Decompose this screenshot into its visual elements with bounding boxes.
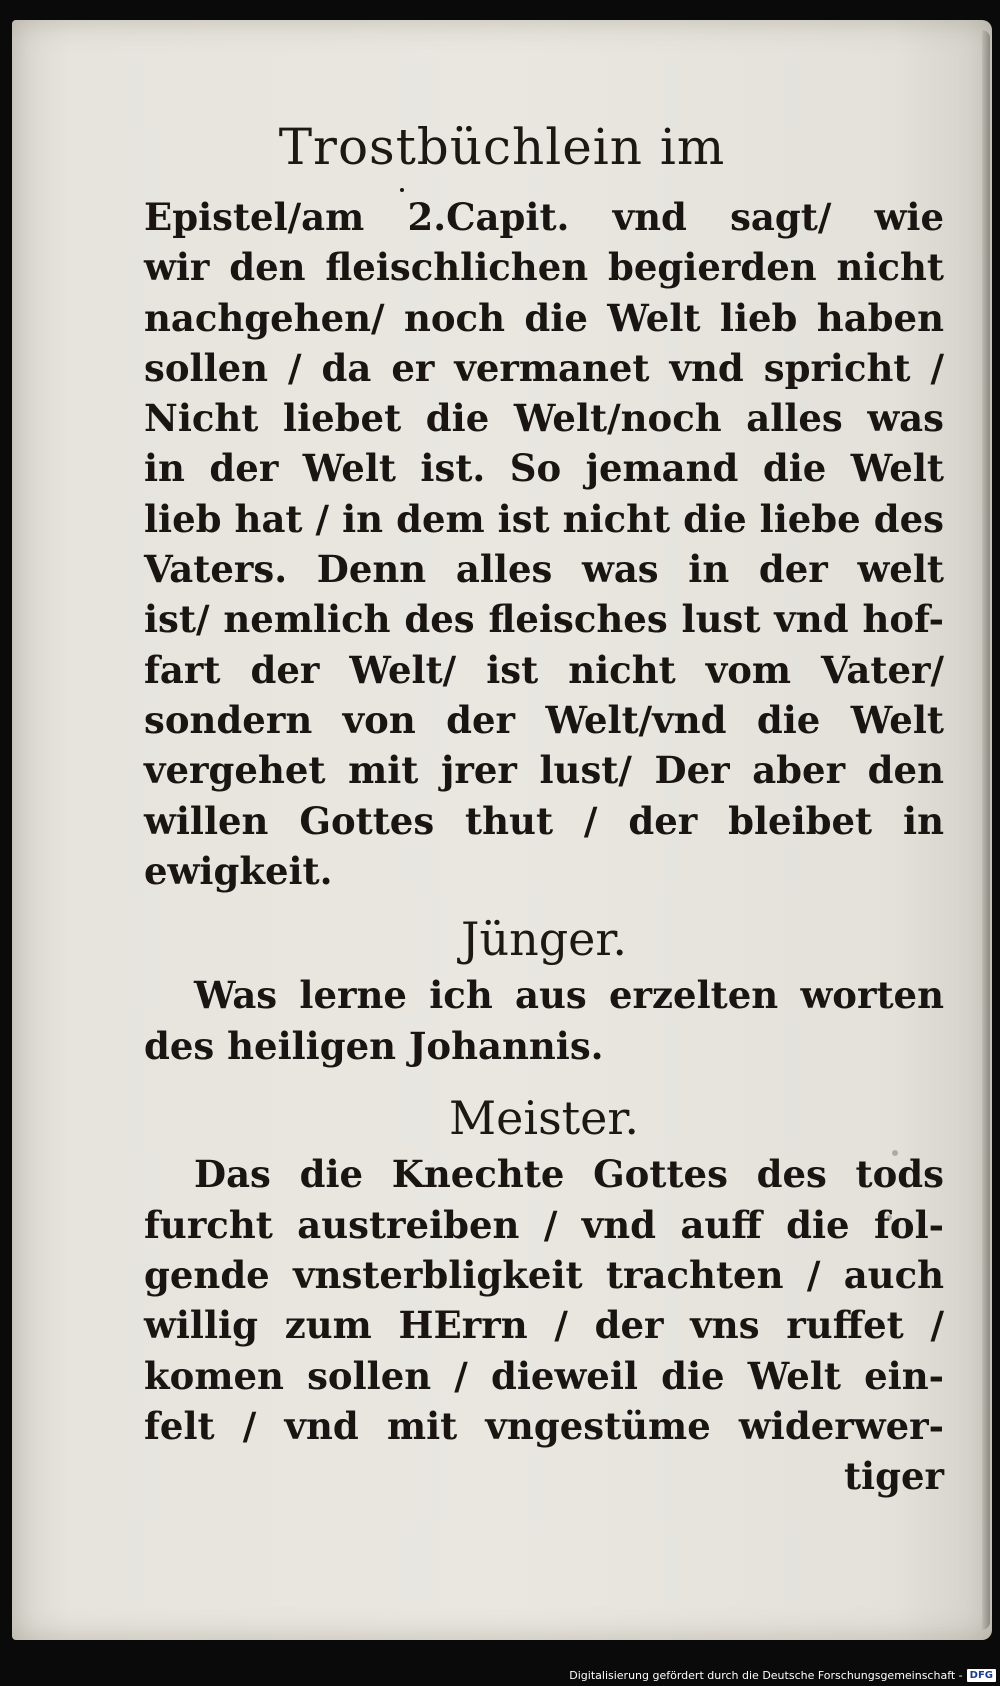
- text-line: in der Welt ist. So jemand die Welt: [144, 446, 944, 491]
- text-line: lieb hat / in dem ist nicht die liebe des: [144, 496, 944, 541]
- text-line: ewigkeit.: [144, 848, 333, 893]
- text-line: fart der Welt/ ist nicht vom Vater/: [144, 647, 944, 692]
- answer-line: furcht austreiben / vnd auff die fol-: [144, 1202, 944, 1247]
- answer-line: felt / vnd mit vngestüme widerwer-: [144, 1403, 944, 1448]
- text-line: willen Gottes thut / der bleibet in: [144, 798, 944, 843]
- text-line: ist/ nemlich des fleisches lust vnd hof-: [144, 597, 944, 642]
- dfg-logo-icon: DFG: [967, 1669, 996, 1682]
- running-header: Trostbüchlein im: [278, 118, 726, 176]
- text-line: sollen / da er vermanet vnd spricht /: [144, 345, 944, 390]
- credit-text: Digitalisierung gefördert durch die Deutsche Forschungsgemeinschaft -: [569, 1669, 963, 1682]
- catchword: tiger: [843, 1454, 944, 1499]
- text-line: Vaters. Denn alles was in der welt: [144, 547, 944, 592]
- text-line: sondern von der Welt/vnd die Welt: [144, 697, 944, 742]
- answer-line: gende vnsterbligkeit trachten / auch: [144, 1252, 944, 1297]
- text-line: Nicht liebet die Welt/noch alles was: [144, 396, 944, 441]
- text-line: Epistel/am 2.Capit. vnd sagt/ wie: [144, 195, 944, 239]
- answer-line: komen sollen / dieweil die Welt ein-: [144, 1353, 944, 1398]
- text-line: nachgehen/ noch die Welt lieb haben: [144, 295, 944, 340]
- body-text: [144, 192, 944, 1501]
- answer-line: Das die Knechte Gottes des tods: [194, 1152, 944, 1197]
- book-page: [12, 20, 992, 1640]
- digitization-credit: [569, 1669, 996, 1682]
- text-line: wir den fleischlichen begierden nicht: [144, 245, 944, 290]
- answer-line: willig zum HErrn / der vns ruffet /: [144, 1303, 944, 1348]
- text-line: vergehet mit jrer lust/ Der aber den: [144, 748, 944, 793]
- speaker-heading-meister: Meister.: [449, 1091, 639, 1146]
- page-edge: [982, 30, 990, 1630]
- question-line: Was lerne ich aus erzelten worten: [194, 973, 944, 1018]
- speaker-heading-juenger: Jünger.: [461, 912, 627, 967]
- question-line: des heiligen Johannis.: [144, 1023, 604, 1068]
